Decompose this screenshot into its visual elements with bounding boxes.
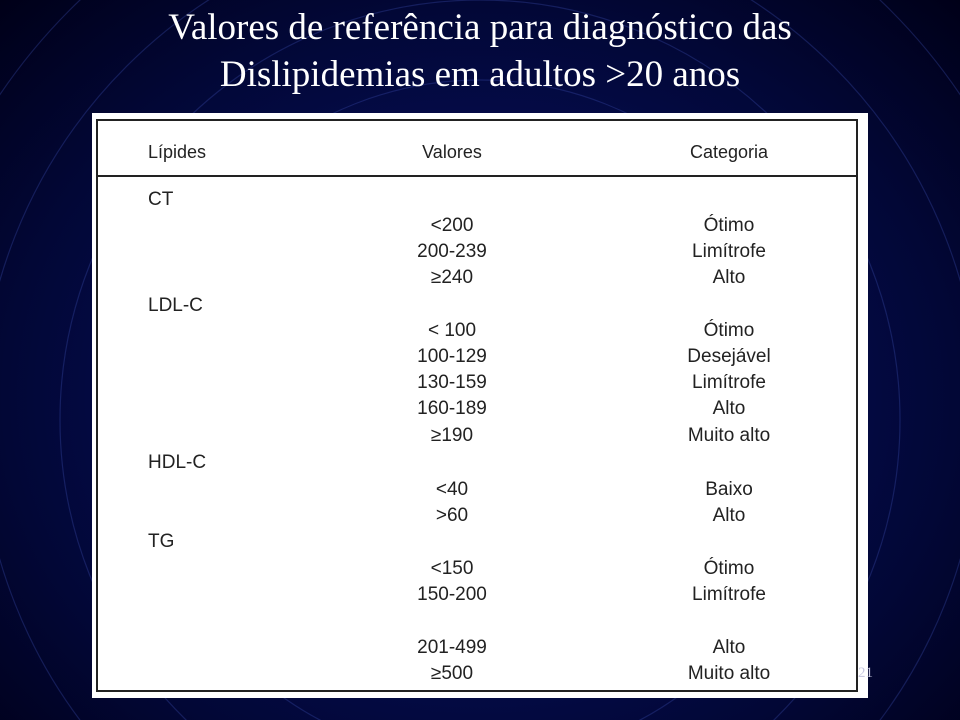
ldl-value-1: < 100: [427, 320, 477, 341]
tg-category-4: Muito alto: [687, 663, 771, 684]
hdl-category-2: Alto: [712, 505, 746, 526]
tg-value-3: 201-499: [417, 637, 487, 658]
header-categoria: Categoria: [689, 142, 769, 162]
ct-category-1: Ótimo: [703, 215, 755, 236]
ct-category-3: Alto: [712, 267, 746, 288]
slide-title-line-1: Valores de referência para diagnóstico das: [168, 7, 792, 48]
ldl-value-3: 130-159: [417, 372, 487, 393]
tg-category-3: Alto: [712, 637, 746, 658]
hdl-category-1: Baixo: [705, 479, 753, 500]
slide-title-line-2: Dislipidemias em adultos >20 anos: [219, 54, 741, 95]
ct-category-2: Limítrofe: [692, 241, 766, 262]
ldl-category-4: Alto: [712, 398, 746, 419]
lipid-ct: CT: [148, 189, 174, 210]
slide-title: [0, 4, 960, 98]
ct-value-3: ≥240: [430, 267, 474, 288]
header-rule: [96, 175, 858, 177]
reference-table-image: [92, 113, 868, 698]
ct-value-2: 200-239: [417, 241, 487, 262]
tg-category-1: Ótimo: [703, 558, 755, 579]
header-lipides: Lípides: [148, 142, 207, 162]
lipid-ldl: LDL-C: [148, 295, 203, 316]
ldl-value-5: ≥190: [430, 425, 474, 446]
tg-value-1: <150: [430, 558, 474, 579]
ldl-category-3: Limítrofe: [692, 372, 766, 393]
slide-page-number: 21: [858, 665, 873, 681]
tg-category-2: Limítrofe: [692, 584, 766, 605]
ldl-category-5: Muito alto: [687, 425, 771, 446]
ldl-category-2: Desejável: [687, 346, 771, 367]
lipid-hdl: HDL-C: [148, 452, 207, 473]
hdl-value-2: >60: [435, 505, 469, 526]
tg-value-4: ≥500: [430, 663, 474, 684]
hdl-value-1: <40: [435, 479, 469, 500]
ct-value-1: <200: [430, 215, 474, 236]
ldl-category-1: Ótimo: [703, 320, 755, 341]
ldl-value-2: 100-129: [417, 346, 487, 367]
lipid-tg: TG: [148, 531, 175, 552]
ldl-value-4: 160-189: [417, 398, 487, 419]
tg-value-2: 150-200: [417, 584, 487, 605]
header-valores: Valores: [422, 142, 482, 162]
